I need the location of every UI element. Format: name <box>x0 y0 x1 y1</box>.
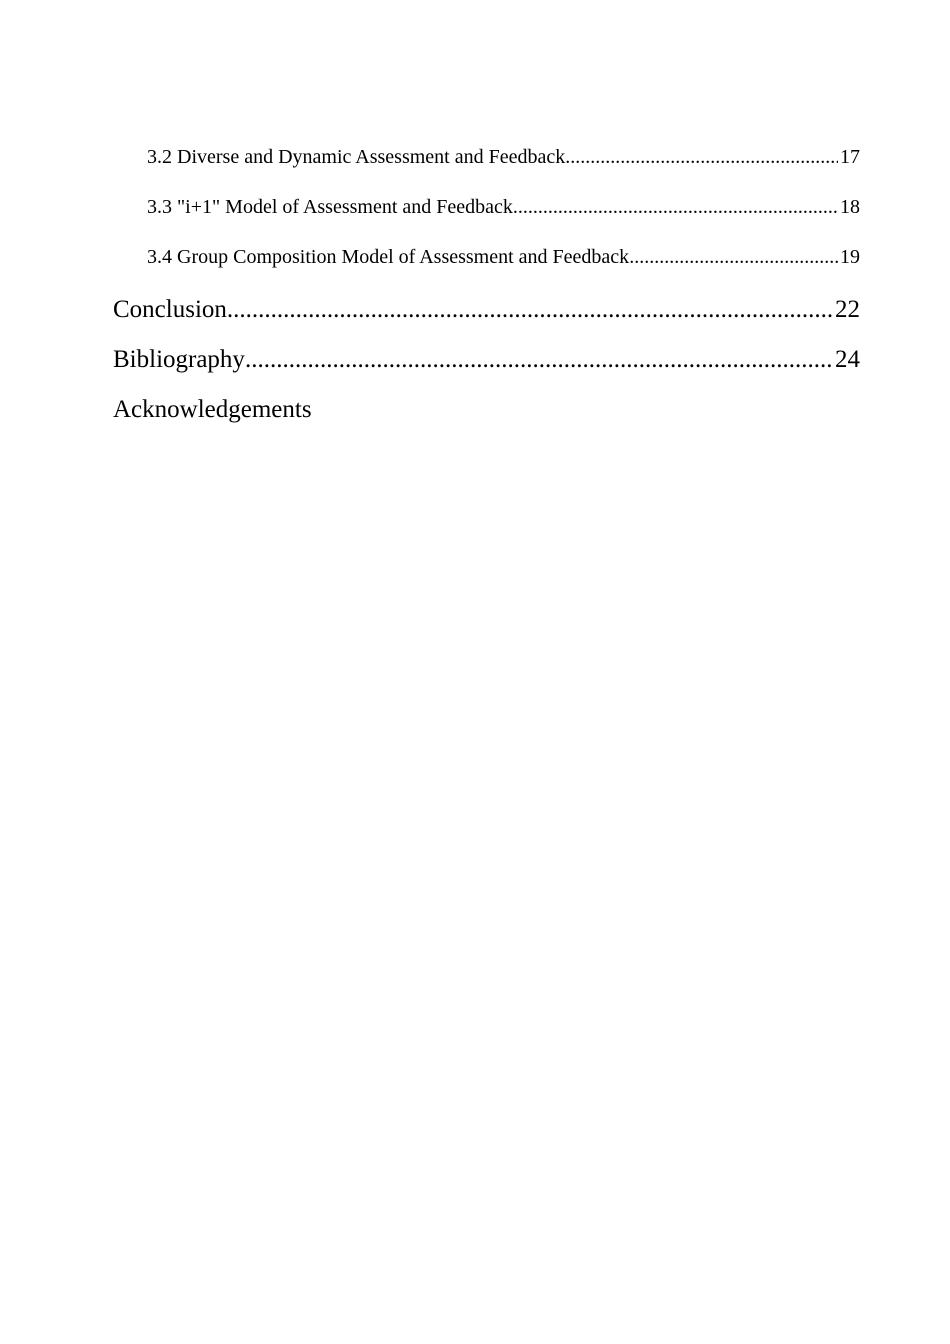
toc-entry-conclusion[interactable] <box>113 296 860 346</box>
toc-entry-3-3[interactable] <box>113 196 860 246</box>
toc-entry-title: Conclusion <box>113 296 227 323</box>
toc-entry-3-4[interactable] <box>113 246 860 296</box>
toc-entry-title: Acknowledgements <box>113 396 312 423</box>
toc-page-number: 18 <box>840 196 860 218</box>
toc-dot-leader <box>565 146 838 169</box>
toc-dot-leader <box>629 246 838 269</box>
toc-entry-title: 3.3 "i+1" Model of Assessment and Feedback <box>147 196 513 218</box>
toc-dot-leader <box>245 346 833 374</box>
toc-entry-acknowledgements[interactable] <box>113 396 860 446</box>
toc-entry-title: 3.2 Diverse and Dynamic Assessment and Feedback <box>147 146 566 168</box>
toc-dot-leader <box>513 196 838 219</box>
toc-page-number: 17 <box>840 146 860 168</box>
toc-entry-title: Bibliography <box>113 346 245 373</box>
toc-dot-leader <box>227 296 833 324</box>
toc-entry-title: 3.4 Group Composition Model of Assessment and Feedback <box>147 246 630 268</box>
toc-entry-3-2[interactable] <box>113 146 860 196</box>
toc-entry-bibliography[interactable] <box>113 346 860 396</box>
toc-page-number: 19 <box>840 246 860 268</box>
table-of-contents <box>113 146 860 446</box>
toc-page-number: 22 <box>835 296 860 323</box>
toc-page-number: 24 <box>835 346 860 373</box>
